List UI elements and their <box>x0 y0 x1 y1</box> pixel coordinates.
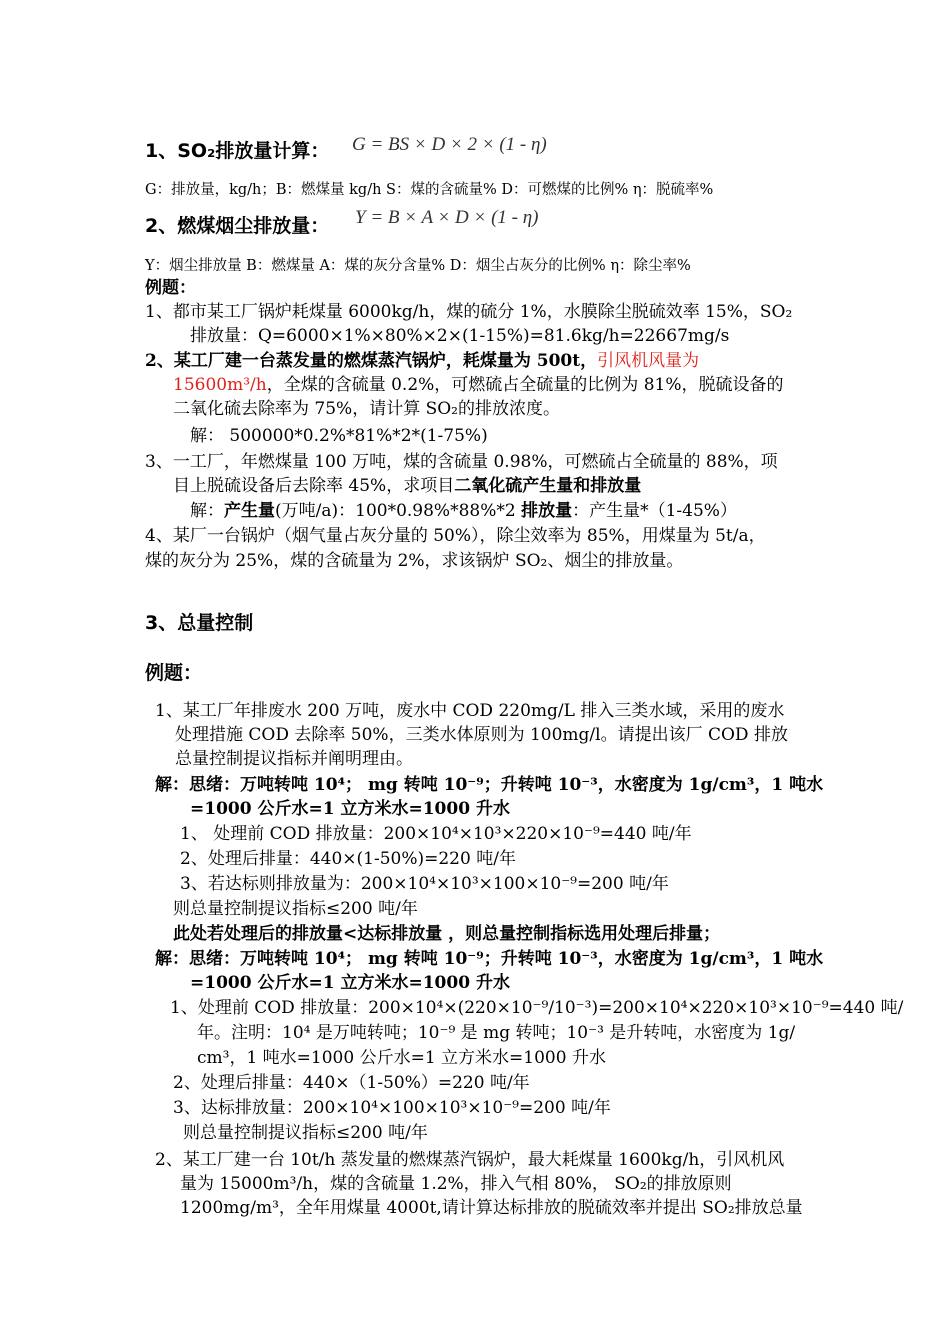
example-3-line-2 <box>173 475 641 497</box>
section-3-examples-label: 例题： <box>145 662 203 684</box>
generation-calc: (万吨/a)：100*0.98%*88%*2 <box>275 501 522 521</box>
question-2-line-2: 量为 15000m³/h，煤的含硫量 1.2%，排入气相 80%， SO₂的排放原则 <box>180 1174 732 1194</box>
example-4-line-1: 4、某厂一台锅炉（烟气量占灰分量的 50%），除尘效率为 85%，用煤量为 5t/a， <box>145 526 766 546</box>
section-3-title: 3、总量控制 <box>145 612 254 634</box>
example-4-line-2: 煤的灰分为 25%，煤的含硫量为 2%，求该锅炉 SO₂、烟尘的排放量。 <box>145 551 684 571</box>
examples-label: 例题： <box>145 278 196 298</box>
example-2-solution: 解： 500000*0.2%*81%*2*(1-75%) <box>190 426 488 446</box>
section-2-title: 2、燃煤烟尘排放量： <box>145 215 330 237</box>
example-2-line-2 <box>173 374 783 396</box>
solution-2-hint-line-2: =1000 公斤水=1 立方米水=1000 升水 <box>190 973 510 993</box>
example-3-text: 目上脱硫设备后去除率 45%，求项目 <box>173 476 455 496</box>
solution-2-step-3: 3、达标排放量：200×10⁴×100×10³×10⁻⁹=200 吨/年 <box>173 1098 611 1118</box>
generation-label: 产生量 <box>224 501 275 521</box>
solution-2-step-1-line-1: 1、处理前 COD 排放量：200×10⁴×(220×10⁻⁹/10⁻³)=200×10⁴×220×10³×10⁻⁹=440 吨/ <box>170 998 904 1018</box>
dust-formula: Y = B × A × D × (1 - η) <box>355 207 539 228</box>
question-1-line-1: 1、某工厂年排废水 200 万吨，废水中 COD 220mg/L 排入三类水域，采用的废水 <box>155 701 785 721</box>
solution-1-step-3: 3、若达标则排放量为：200×10⁴×10³×100×10⁻⁹=200 吨/年 <box>180 874 669 894</box>
dust-formula-legend: Y：烟尘排放量 B：燃煤量 A：煤的灰分含量% D：烟尘占灰分的比例% η：除尘率% <box>145 258 691 274</box>
emission-label: 排放量 <box>521 501 573 521</box>
example-3-line-1: 3、一工厂，年燃煤量 100 万吨，煤的含硫量 0.98%，可燃硫占全硫量的 88%，项 <box>145 452 778 472</box>
solution-2-hint-line-1: 解：思绪：万吨转吨 10⁴； mg 转吨 10⁻⁹；升转吨 10⁻³，水密度为 1g/cm³，1 吨水 <box>155 949 824 969</box>
example-2-text: 2、某工厂建一台蒸发量的燃煤蒸汽锅炉，耗煤量为 500t， <box>145 351 598 371</box>
solution-1-hint-line-1: 解：思绪：万吨转吨 10⁴； mg 转吨 10⁻⁹；升转吨 10⁻³，水密度为 1g/cm³，1 吨水 <box>155 775 824 795</box>
example-1-line-1: 1、都市某工厂锅炉耗煤量 6000kg/h，煤的硫分 1%，水膜除尘脱硫效率 15%，SO₂ <box>145 302 793 322</box>
example-2-line-3: 二氧化硫去除率为 75%，请计算 SO₂的排放浓度。 <box>173 399 560 419</box>
so2-formula: G = BS × D × 2 × (1 - η) <box>352 134 547 155</box>
solution-2-step-2: 2、处理后排量：440×（1-50%）=220 吨/年 <box>173 1073 530 1093</box>
example-1-line-2: 排放量：Q=6000×1%×80%×2×(1-15%)=81.6kg/h=22667mg/s <box>190 326 730 346</box>
question-2-line-3: 1200mg/m³，全年用煤量 4000t,请计算达标排放的脱硫效率并提出 SO₂排放总量 <box>180 1198 803 1218</box>
question-2-line-1: 2、某工厂建一台 10t/h 蒸发量的燃煤蒸汽锅炉，最大耗煤量 1600kg/h，引风机风 <box>155 1150 785 1170</box>
solution-2-conclusion: 则总量控制提议指标≤200 吨/年 <box>183 1123 428 1143</box>
emission-calc: ：产生量*（1-45%） <box>572 501 737 521</box>
solution-2-step-1-line-3: cm³，1 吨水=1000 公斤水=1 立方米水=1000 升水 <box>197 1048 606 1068</box>
question-1-line-2: 处理措施 COD 去除率 50%，三类水体原则为 100mg/l。请提出该厂 COD 排放 <box>175 725 788 745</box>
example-3-solution <box>190 500 737 522</box>
fan-volume-highlight: 引风机风量为 <box>597 351 700 371</box>
solution-1-conclusion: 则总量控制提议指标≤200 吨/年 <box>173 899 418 919</box>
example-2-text-cont: ，全煤的含硫量 0.2%，可燃硫占全硫量的比例为 81%，脱硫设备的 <box>266 375 784 395</box>
example-2-line-1 <box>145 350 699 372</box>
solution-1-hint-line-2: =1000 公斤水=1 立方米水=1000 升水 <box>190 799 510 819</box>
solution-2-step-1-line-2: 年。注明：10⁴ 是万吨转吨；10⁻⁹ 是 mg 转吨；10⁻³ 是升转吨，水密度为 1g/ <box>197 1023 796 1043</box>
solution-1-note: 此处若处理后的排放量<达标排放量 ，则总量控制指标选用处理后排量； <box>173 924 721 944</box>
section-1-title: 1、SO₂排放量计算： <box>145 140 330 162</box>
question-1-line-3: 总量控制提议指标并阐明理由。 <box>175 749 413 769</box>
fan-volume-value: 15600m³/h <box>173 375 267 395</box>
solution-label: 解： <box>190 501 224 521</box>
so2-formula-legend: G：排放量，kg/h；B：燃煤量 kg/h S：煤的含硫量% D：可燃煤的比例% η：脱硫率% <box>145 182 714 198</box>
example-3-emphasis: 二氧化硫产生量和排放量 <box>454 476 642 496</box>
solution-1-step-1: 1、 处理前 COD 排放量：200×10⁴×10³×220×10⁻⁹=440 吨/年 <box>180 824 692 844</box>
solution-1-step-2: 2、处理后排量：440×(1-50%)=220 吨/年 <box>180 849 516 869</box>
